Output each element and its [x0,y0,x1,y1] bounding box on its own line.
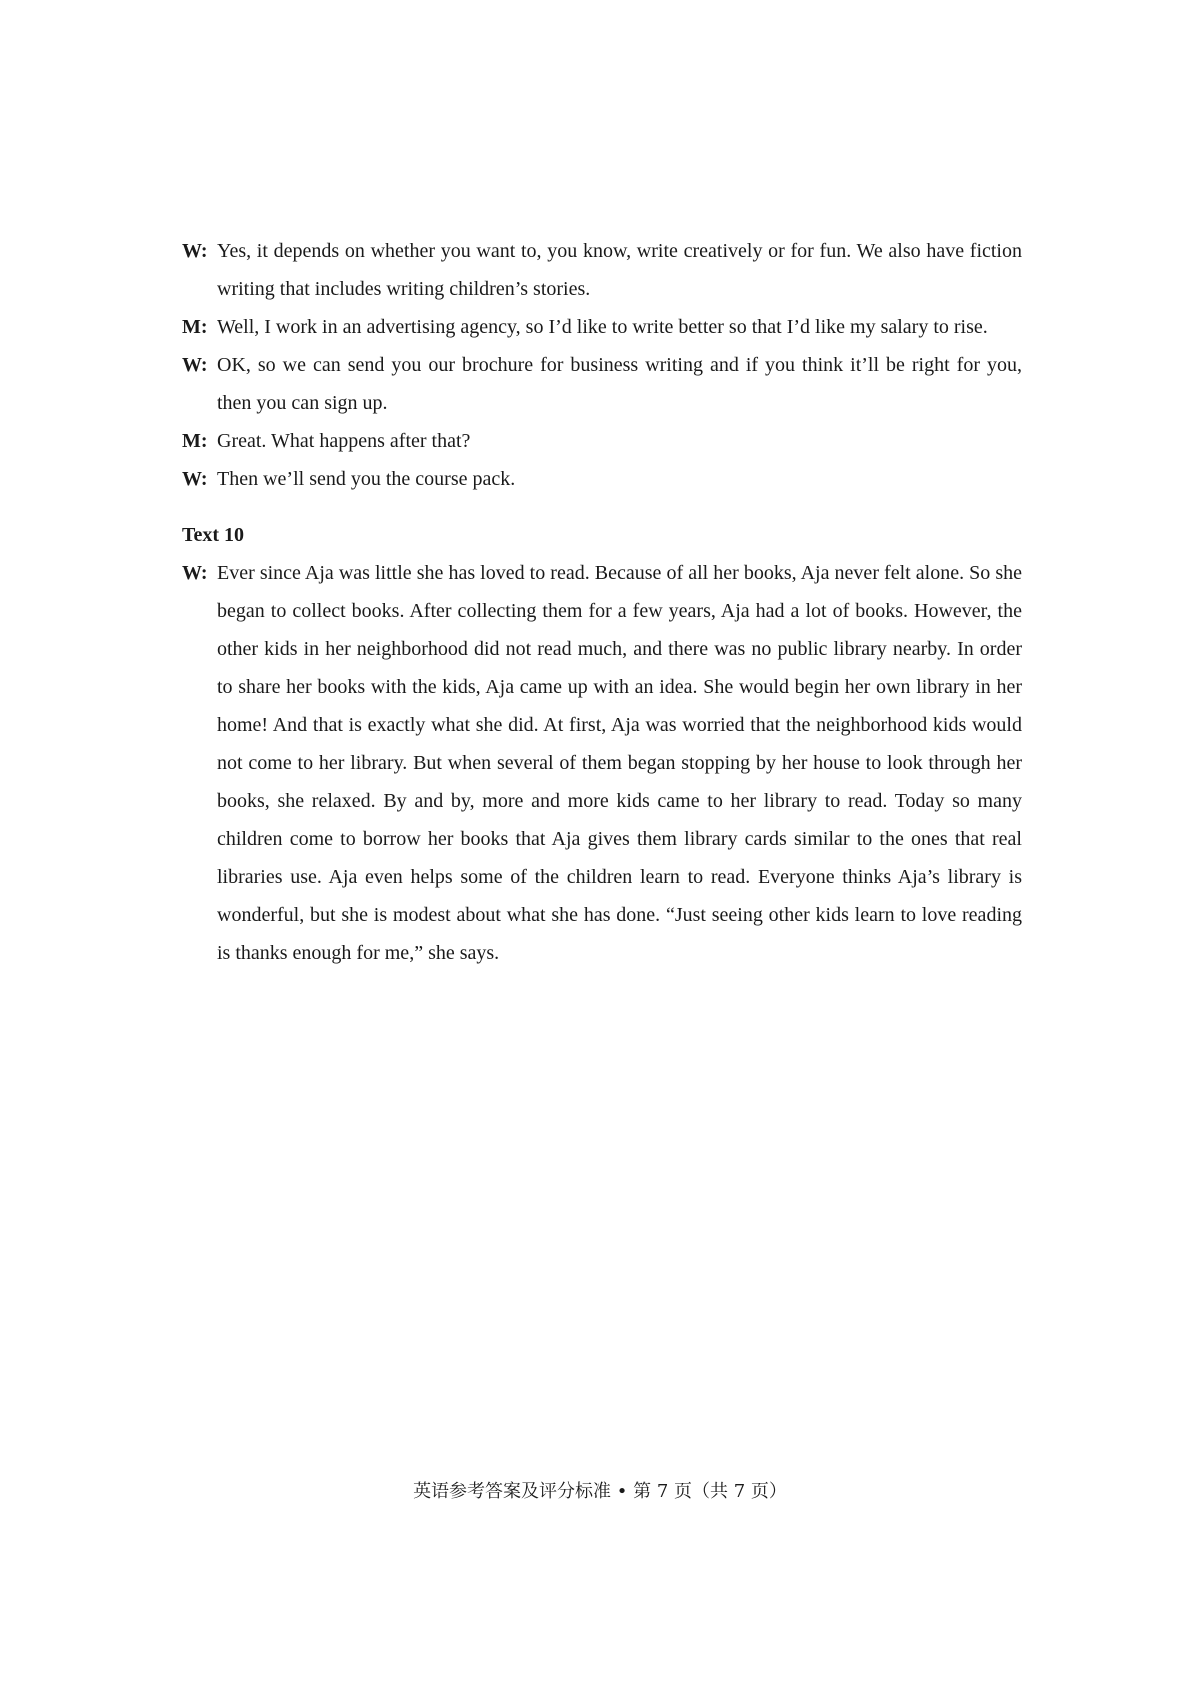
speaker-label: M: [182,430,208,452]
dialogue-text: Yes, it depends on whether you want to, you know, write creatively or for fun. We also have fiction writing that includes writing children’s stories. [217,240,1022,300]
speaker-label: W: [182,562,208,584]
dialogue-turn [182,460,1022,498]
dialogue-turn [182,422,1022,460]
speaker-label: W: [182,240,208,262]
speaker-label: M: [182,316,208,338]
dialogue-text: Well, I work in an advertising agency, so I’d like to write better so that I’d like my salary to rise. [217,316,988,338]
monologue-text: Ever since Aja was little she has loved to read. Because of all her books, Aja never felt alone. So she began to collect books. After collecting them for a few years, Aja had a lot of books. However, the other kids in her neighborhood did not read much, and there was no public library nearby. In order to share her books with the kids, Aja came up with an idea. She would begin her own library in her home! And that is exactly what she did. At first, Aja was worried that the neighborhood kids would not come to her library. But when several of them began stopping by her house to look through her books, she relaxed. By and by, more and more kids came to her library to read. Today so many children come to borrow her books that Aja gives them library cards similar to the ones that real libraries use. Aja even helps some of the children learn to read. Everyone thinks Aja’s library is wonderful, but she is modest about what she has done. “Just seeing other kids learn to love reading is thanks enough for me,” she says. [217,562,1022,964]
dialogue-turn [182,232,1022,308]
dialogue-text: OK, so we can send you our brochure for business writing and if you think it’ll be right for you, then you can sign up. [217,354,1022,414]
dialogue-turn [182,346,1022,422]
page-content [182,232,1022,972]
speaker-label: W: [182,354,208,376]
section-heading: Text 10 [182,524,245,546]
monologue-turn [182,554,1022,972]
dialogue-turn [182,308,1022,346]
dialogue-text: Then we’ll send you the course pack. [217,468,516,490]
speaker-label: W: [182,468,208,490]
page-footer: 英语参考答案及评分标准 • 第 7 页（共 7 页） [413,1481,787,1502]
dialogue-text: Great. What happens after that? [217,430,471,452]
